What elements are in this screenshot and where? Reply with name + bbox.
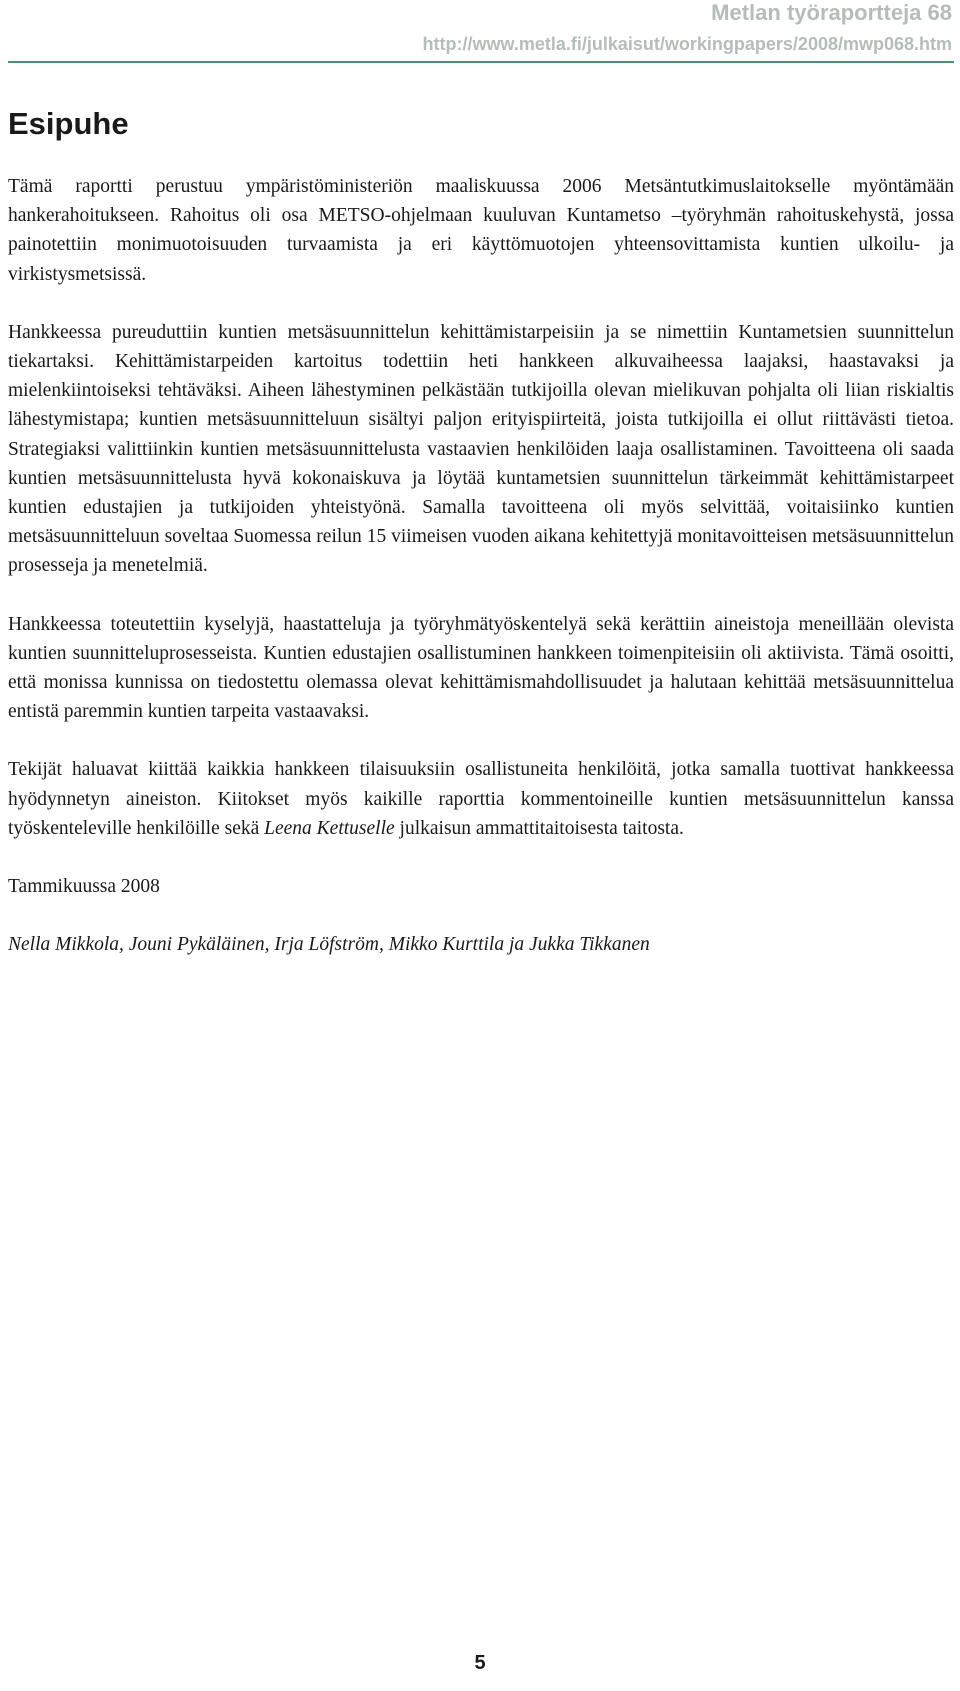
paragraph-1: Tämä raportti perustuu ympäristöministeriön maaliskuussa 2006 Metsäntutkimuslaitokselle myöntämään hankerahoitukseen. Rahoitus oli osa METSO-ohjelmaan kuuluvan Kuntametso –työryhmän rahoituskehystä, jossa painotettiin monimuotoisuuden turvaamista ja eri käyttömuotojen yhteensovittamista kuntien ulkoilu- ja virkistysmetsissä.: [8, 176, 954, 285]
thanks-name: Leena Kettuselle: [264, 817, 395, 839]
page-number: 5: [474, 1652, 486, 1674]
thanks-text-start: Tekijät haluavat kiittää kaikkia hankkeen tilaisuuksiin osallistuneita henkilöitä, jotka samalla tuottivat hankkeessa hyödynnetyn aineiston. Kiitokset myös kaikille raporttia kommentoineille kuntien metsäsuunnittelun kanssa työskenteleville henkilöille sekä: [8, 759, 954, 839]
body-text: [8, 172, 954, 988]
report-url[interactable]: http://www.metla.fi/julkaisut/workingpapers/2008/mwp068.htm: [422, 34, 952, 54]
series-title: Metlan työraportteja 68: [711, 0, 952, 25]
page-title: Esipuhe: [8, 106, 129, 141]
paragraph-2: Hankkeessa pureuduttiin kuntien metsäsuunnittelun kehittämistarpeisiin ja se nimettiin Kuntametsien suunnittelun tiekartaksi. Kehittämistarpeiden kartoitus todettiin heti hankkeen alkuvaiheessa laajaksi, haastavaksi ja mielenkiintoiseksi tehtäväksi. Aiheen lähestyminen pelkästään tutkijoilla olevan mielikuvan pohjalta oli liian riskialtis lähestymistapa; kuntien metsäsuunnitteluun sisältyi paljon erityispiirteitä, joista tutkijoilla ei ollut riittävästi tietoa. Strategiaksi valittiinkin kuntien metsäsuunnittelusta vastaavien henkilöiden laaja osallistaminen. Tavoitteena oli saada kuntien metsäsuunnittelusta hyvä kokonaiskuva ja löytää kuntametsien suunnittelun tärkeimmät kehittämistarpeet kuntien edustajien ja tutkijoiden yhteistyönä. Samalla tavoitteena oli myös selvittää, voitaisiinko kuntien metsäsuunnitteluun soveltaa Suomessa reilun 15 viimeisen vuoden aikana kehitettyjä monitavoitteisen metsäsuunnittelun prosesseja ja menetelmiä.: [8, 321, 954, 577]
paragraph-thanks: [8, 755, 954, 843]
thanks-text-end: julkaisun ammattitaitoisesta taitosta.: [394, 817, 684, 839]
running-header: [423, 0, 952, 55]
signature-date: Tammikuussa 2008: [8, 876, 160, 898]
paragraph-3: Hankkeessa toteutettiin kyselyjä, haastatteluja ja työryhmätyöskentelyä sekä kerättiin aineistoja meneillään olevista kuntien suunnitteluprosesseista. Kuntien edustajien osallistuminen hankkeen toimenpiteisiin oli aktiivista. Tämä osoitti, että monissa kunnissa on tiedostettu olemassa olevat kehittämismahdollisuudet ja halutaan kehittää metsäsuunnittelua entistä paremmin kuntien tarpeita vastaavaksi.: [8, 613, 954, 723]
signature-authors: Nella Mikkola, Jouni Pykäläinen, Irja Löfström, Mikko Kurttila ja Jukka Tikkanen: [8, 934, 650, 956]
header-rule: [8, 61, 954, 63]
signature: [8, 872, 954, 959]
